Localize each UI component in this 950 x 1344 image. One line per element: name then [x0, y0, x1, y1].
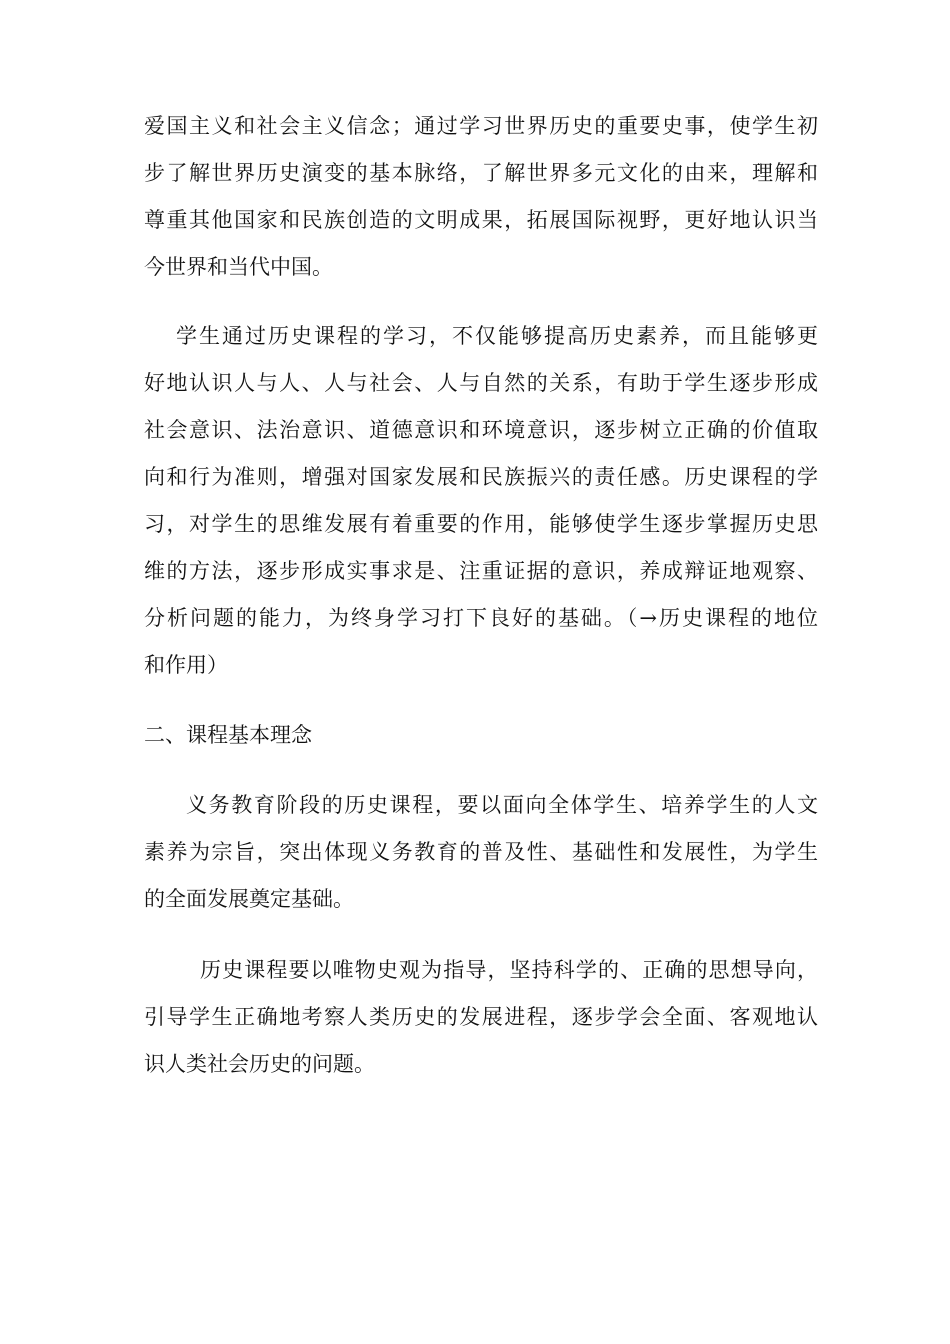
paragraph-historical-materialism: [144, 947, 818, 1088]
text-line: 维的方法，逐步形成实事求是、注重证据的意识，养成辩证地观察、: [144, 559, 818, 583]
text-line: 历史课程要以唯物史观为指导，坚持科学的、正确的思想导向，: [200, 958, 818, 982]
text-line: 爱国主义和社会主义信念；通过学习世界历史的重要史事，使学生初: [144, 114, 818, 138]
text-line: 分析问题的能力，为终身学习打下良好的基础。（→历史课程的地位: [144, 606, 818, 630]
text-line: 义务教育阶段的历史课程，要以面向全体学生、培养学生的人文: [186, 793, 818, 817]
text-line: 今世界和当代中国。: [144, 255, 333, 279]
text-line: 好地认识人与人、人与社会、人与自然的关系，有助于学生逐步形成: [144, 371, 818, 395]
document-body: [144, 103, 818, 1088]
text-line: 和作用）: [144, 653, 228, 677]
text-line: 尊重其他国家和民族创造的文明成果，拓展国际视野，更好地认识当: [144, 208, 818, 232]
text-line: 学生通过历史课程的学习，不仅能够提高历史素养，而且能够更: [176, 324, 818, 348]
paragraph-civic-beliefs: [144, 103, 818, 291]
text-line: 引导学生正确地考察人类历史的发展进程，逐步学会全面、客观地认: [144, 1005, 818, 1029]
text-line: 社会意识、法治意识、道德意识和环境意识，逐步树立正确的价值取: [144, 418, 818, 442]
section-heading-basic-concepts: [144, 712, 818, 759]
text-line: 识人类社会历史的问题。: [144, 1052, 375, 1076]
text-line: 向和行为准则，增强对国家发展和民族振兴的责任感。历史课程的学: [144, 465, 818, 489]
text-line: 的全面发展奠定基础。: [144, 887, 354, 911]
paragraph-compulsory-education: [144, 782, 818, 923]
text-line: 素养为宗旨，突出体现义务教育的普及性、基础性和发展性，为学生: [144, 840, 818, 864]
section-heading: 二、课程基本理念: [144, 723, 312, 747]
text-line: 步了解世界历史演变的基本脉络，了解世界多元文化的由来，理解和: [144, 161, 818, 185]
paragraph-course-role: [144, 313, 818, 689]
text-line: 习，对学生的思维发展有着重要的作用，能够使学生逐步掌握历史思: [144, 512, 818, 536]
